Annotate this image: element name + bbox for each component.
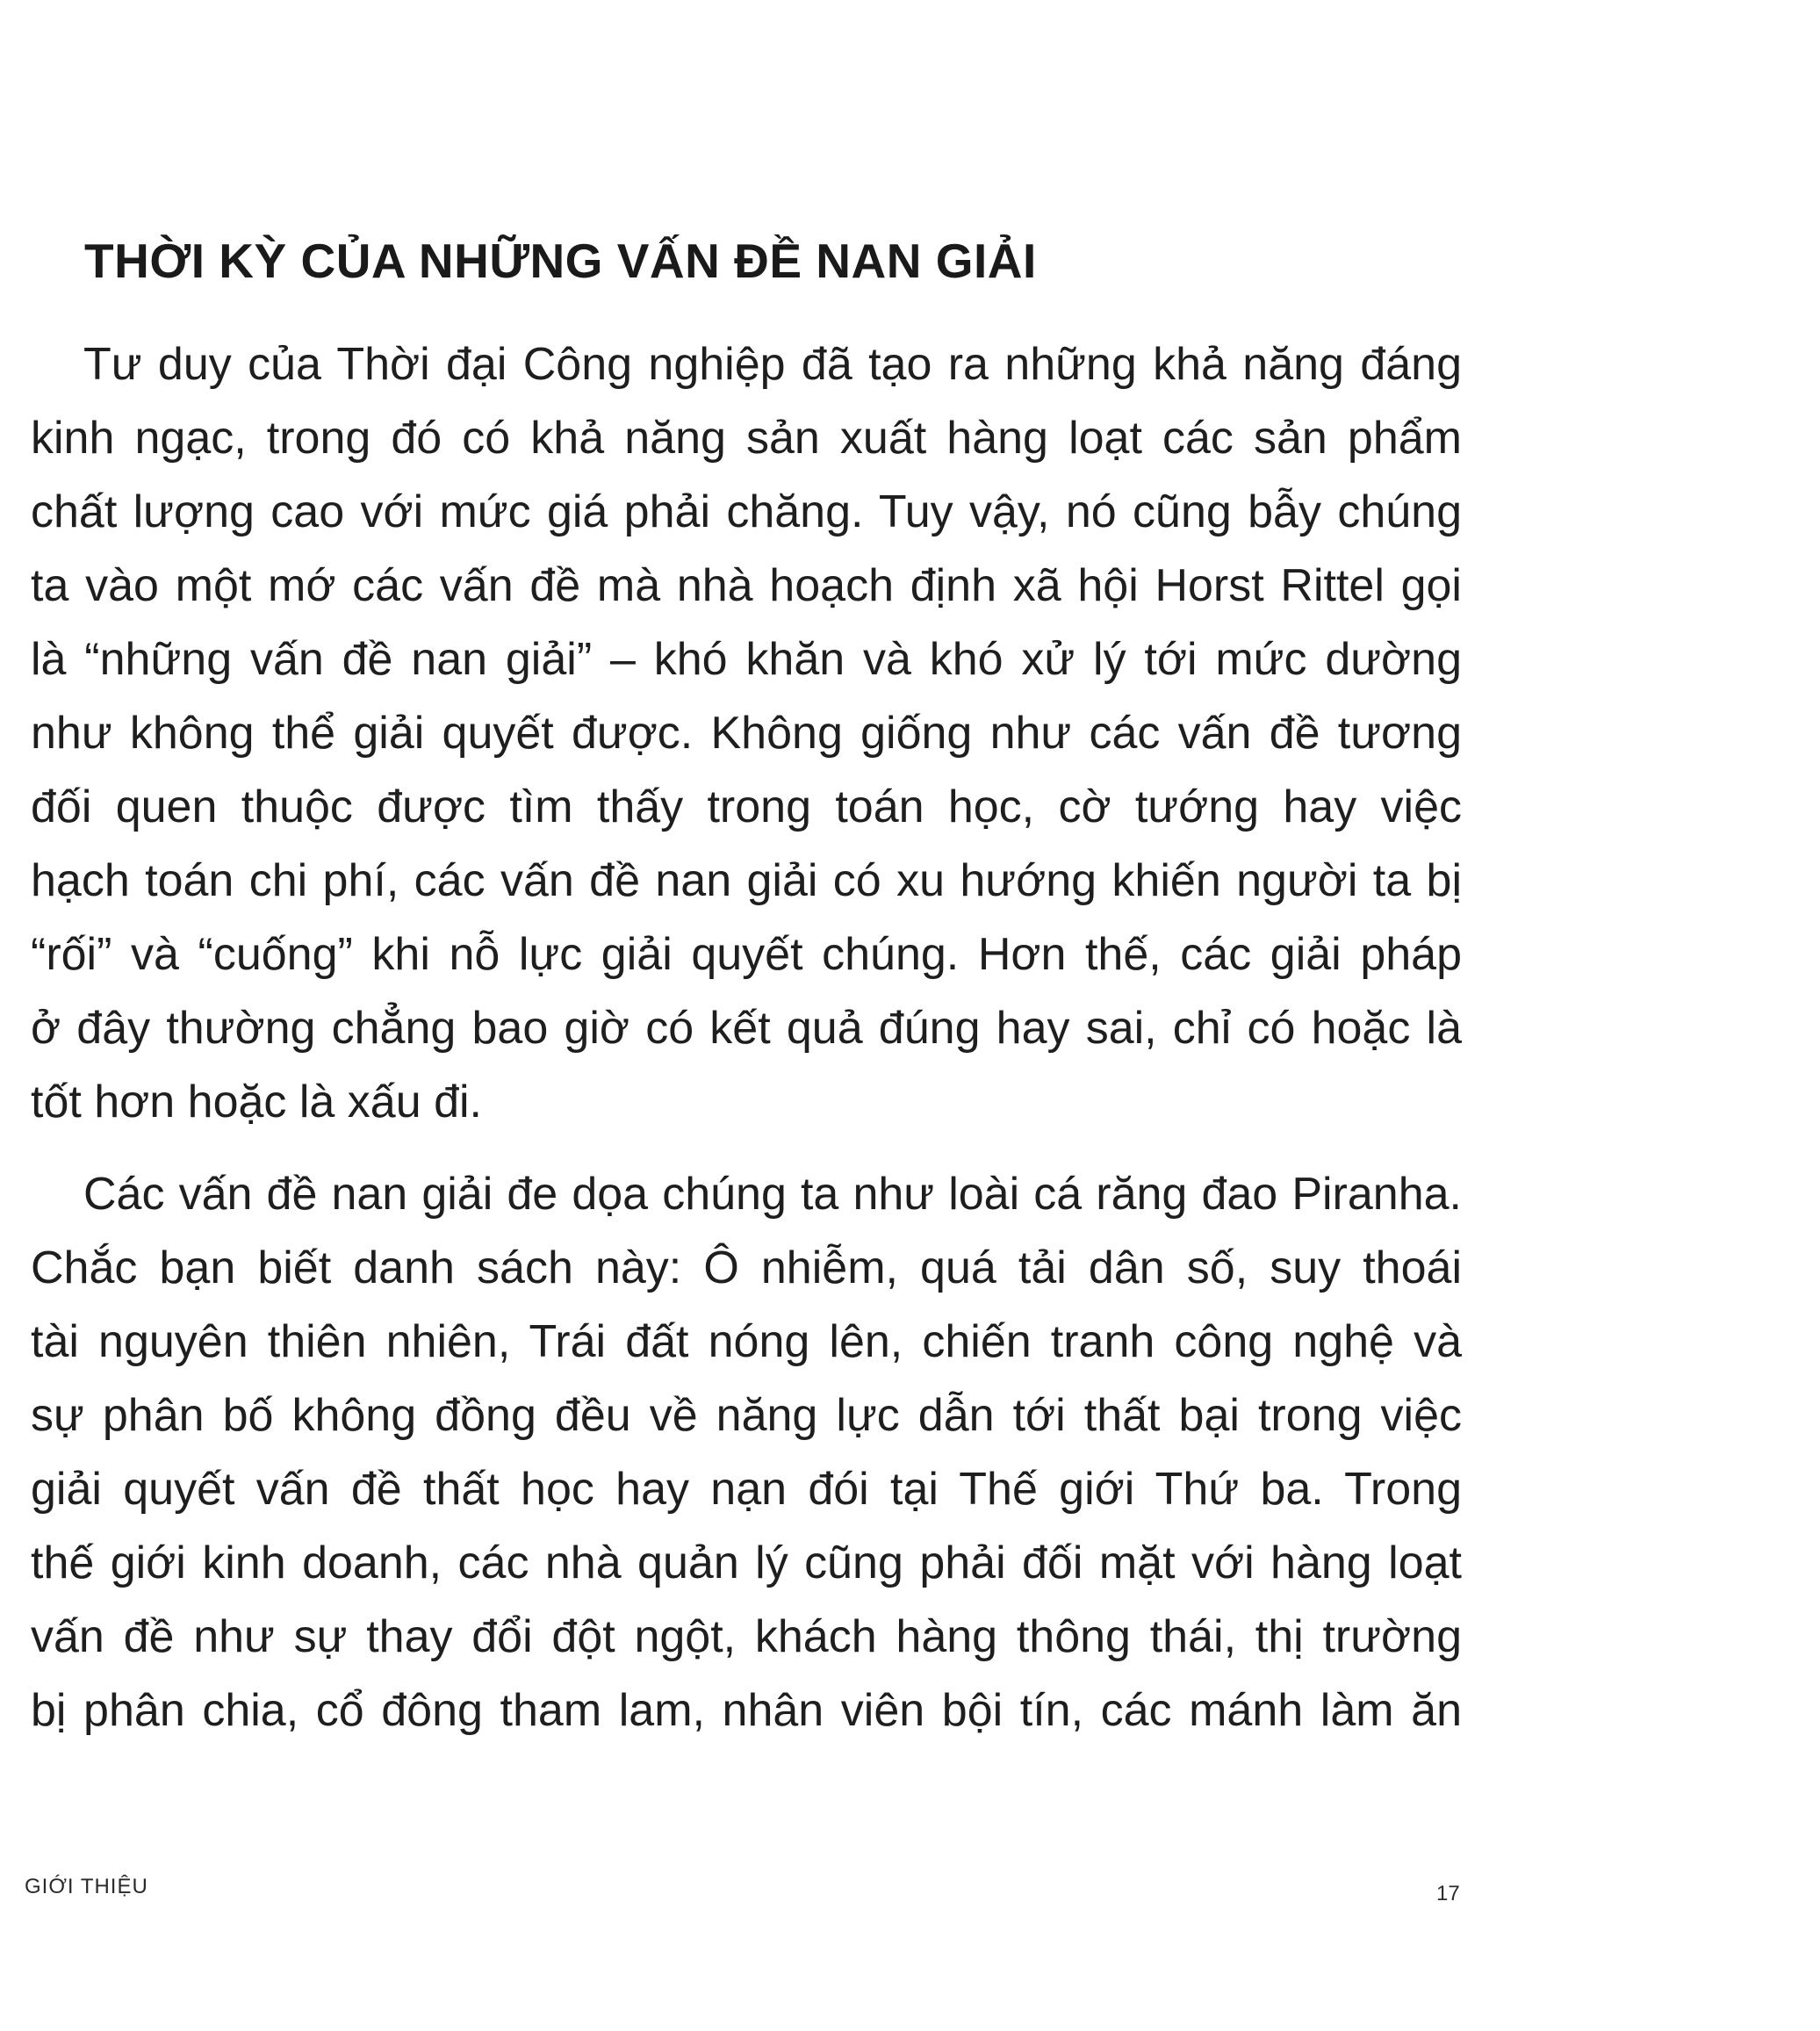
text-line: tốt hơn hoặc là xấu đi. — [31, 1077, 482, 1127]
text-line: Các vấn đề nan giải đe dọa chúng ta như loài cá răng đao Piranha. — [83, 1169, 1462, 1220]
text-line: ở đây thường chẳng bao giờ có kết quả đúng hay sai, chỉ có hoặc là — [31, 1003, 1462, 1054]
text-line: sự phân bố không đồng đều về năng lực dẫn tới thất bại trong việc — [31, 1390, 1462, 1441]
running-footer-section: GIỚI THIỆU — [25, 1875, 148, 1898]
text-line: hạch toán chi phí, các vấn đề nan giải có xu hướng khiến người ta bị — [31, 855, 1462, 906]
text-line: chất lượng cao với mức giá phải chăng. Tuy vậy, nó cũng bẫy chúng — [31, 486, 1462, 537]
text-line: “rối” và “cuống” khi nỗ lực giải quyết chúng. Hơn thế, các giải pháp — [31, 929, 1462, 980]
paragraph-2 — [31, 1157, 1462, 1747]
section-heading: THỜI KỲ CỦA NHỮNG VẤN ĐỀ NAN GIẢI — [84, 234, 1037, 288]
text-line: thế giới kinh doanh, các nhà quản lý cũng phải đối mặt với hàng loạt — [31, 1538, 1462, 1588]
text-line: Chắc bạn biết danh sách này: Ô nhiễm, quá tải dân số, suy thoái — [31, 1242, 1462, 1293]
text-line: giải quyết vấn đề thất học hay nạn đói tại Thế giới Thứ ba. Trong — [31, 1464, 1462, 1515]
paragraph-1 — [31, 328, 1462, 1139]
text-line: là “những vấn đề nan giải” – khó khăn và khó xử lý tới mức dường — [31, 634, 1462, 685]
page-number: 17 — [1436, 1882, 1460, 1905]
text-line: tài nguyên thiên nhiên, Trái đất nóng lên, chiến tranh công nghệ và — [31, 1316, 1462, 1367]
text-line: ta vào một mớ các vấn đề mà nhà hoạch định xã hội Horst Rittel gọi — [31, 560, 1462, 611]
text-line: Tư duy của Thời đại Công nghiệp đã tạo ra những khả năng đáng — [83, 339, 1462, 390]
text-line: đối quen thuộc được tìm thấy trong toán học, cờ tướng hay việc — [31, 781, 1462, 832]
text-line: bị phân chia, cổ đông tham lam, nhân viên bội tín, các mánh làm ăn — [31, 1685, 1462, 1736]
text-line: như không thể giải quyết được. Không giống như các vấn đề tương — [31, 708, 1462, 759]
text-line: kinh ngạc, trong đó có khả năng sản xuất hàng loạt các sản phẩm — [31, 413, 1462, 464]
text-line: vấn đề như sự thay đổi đột ngột, khách hàng thông thái, thị trường — [31, 1611, 1462, 1662]
